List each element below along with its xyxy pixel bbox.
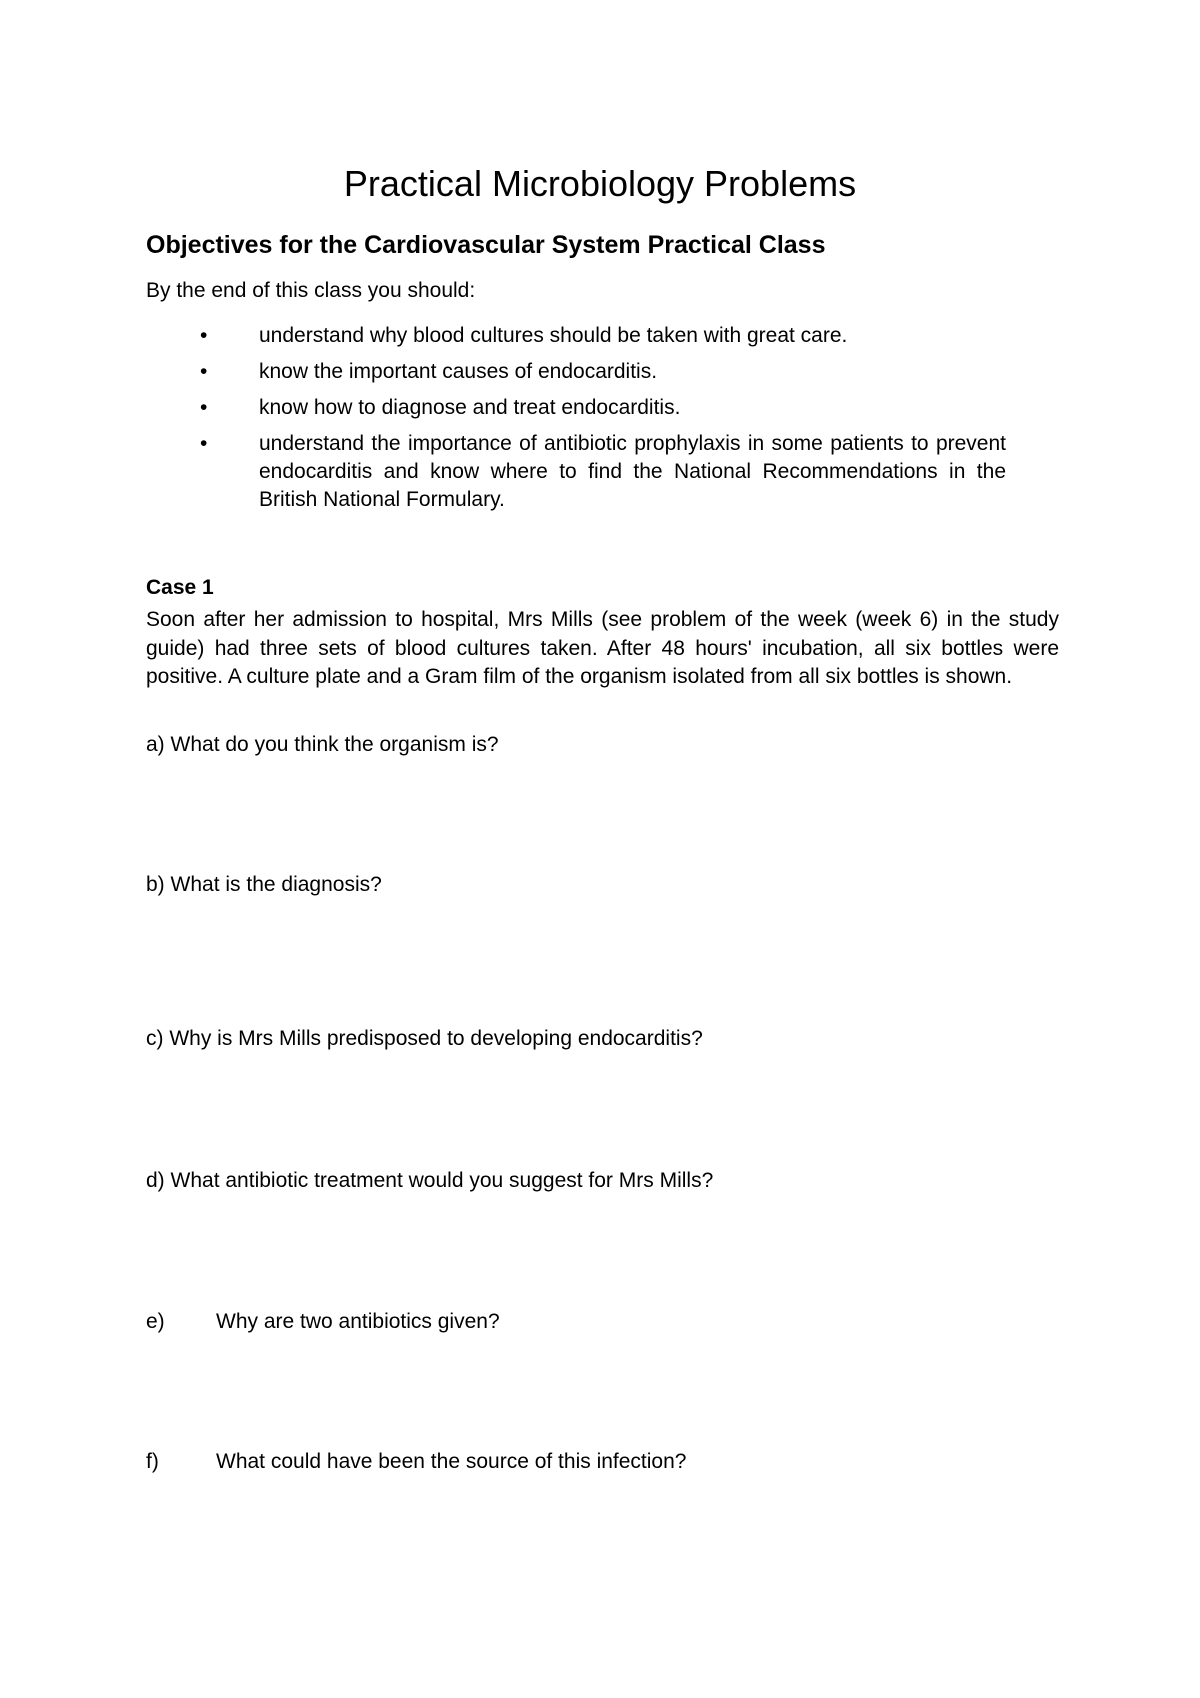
bullet-icon: • [200, 432, 208, 455]
question-e [146, 1308, 500, 1336]
question-label: a) [146, 733, 165, 756]
case-title: Case 1 [146, 576, 214, 599]
page-title: Practical Microbiology Problems [343, 163, 857, 204]
objective-text: know the important causes of endocarditis. [259, 360, 658, 383]
question-text: What is the diagnosis? [170, 873, 382, 896]
question-text: What do you think the organism is? [170, 733, 499, 756]
question-text: What could have been the source of this infection? [216, 1450, 687, 1473]
bullet-icon: • [200, 396, 208, 419]
question-a [146, 731, 499, 759]
list-item [146, 322, 1006, 350]
case-description: Soon after her admission to hospital, Mrs Mills (see problem of the week (week 6) in the study guide) had three sets of blood cultures taken. After 48 hours' incubation, all six bottles were positive. A culture plate and a Gram film of the organism isolated from all six bottles is shown. [146, 608, 1059, 688]
question-label: c) [146, 1027, 164, 1050]
section-heading: Objectives for the Cardiovascular System Practical Class [146, 231, 826, 259]
objective-text: understand the importance of antibiotic prophylaxis in some patients to prevent endocarditis and know where to find the National Recommendations in the British National Formulary. [259, 432, 1006, 511]
list-item [146, 358, 1006, 386]
question-f [146, 1448, 686, 1476]
question-label: b) [146, 873, 165, 896]
question-b [146, 871, 382, 899]
objectives-list [146, 322, 1006, 522]
question-label: f) [146, 1450, 159, 1473]
list-item [146, 394, 1006, 422]
question-label: e) [146, 1310, 165, 1333]
bullet-icon: • [200, 324, 208, 347]
question-label: d) [146, 1169, 165, 1192]
bullet-icon: • [200, 360, 208, 383]
question-d [146, 1167, 713, 1195]
question-text: What antibiotic treatment would you suggest for Mrs Mills? [170, 1169, 714, 1192]
objective-text: understand why blood cultures should be taken with great care. [259, 324, 848, 347]
intro-text: By the end of this class you should: [146, 279, 476, 302]
objective-text: know how to diagnose and treat endocarditis. [259, 396, 681, 419]
list-item [146, 430, 1006, 514]
question-text: Why are two antibiotics given? [216, 1310, 500, 1333]
question-text: Why is Mrs Mills predisposed to developing endocarditis? [169, 1027, 703, 1050]
question-c [146, 1025, 703, 1053]
